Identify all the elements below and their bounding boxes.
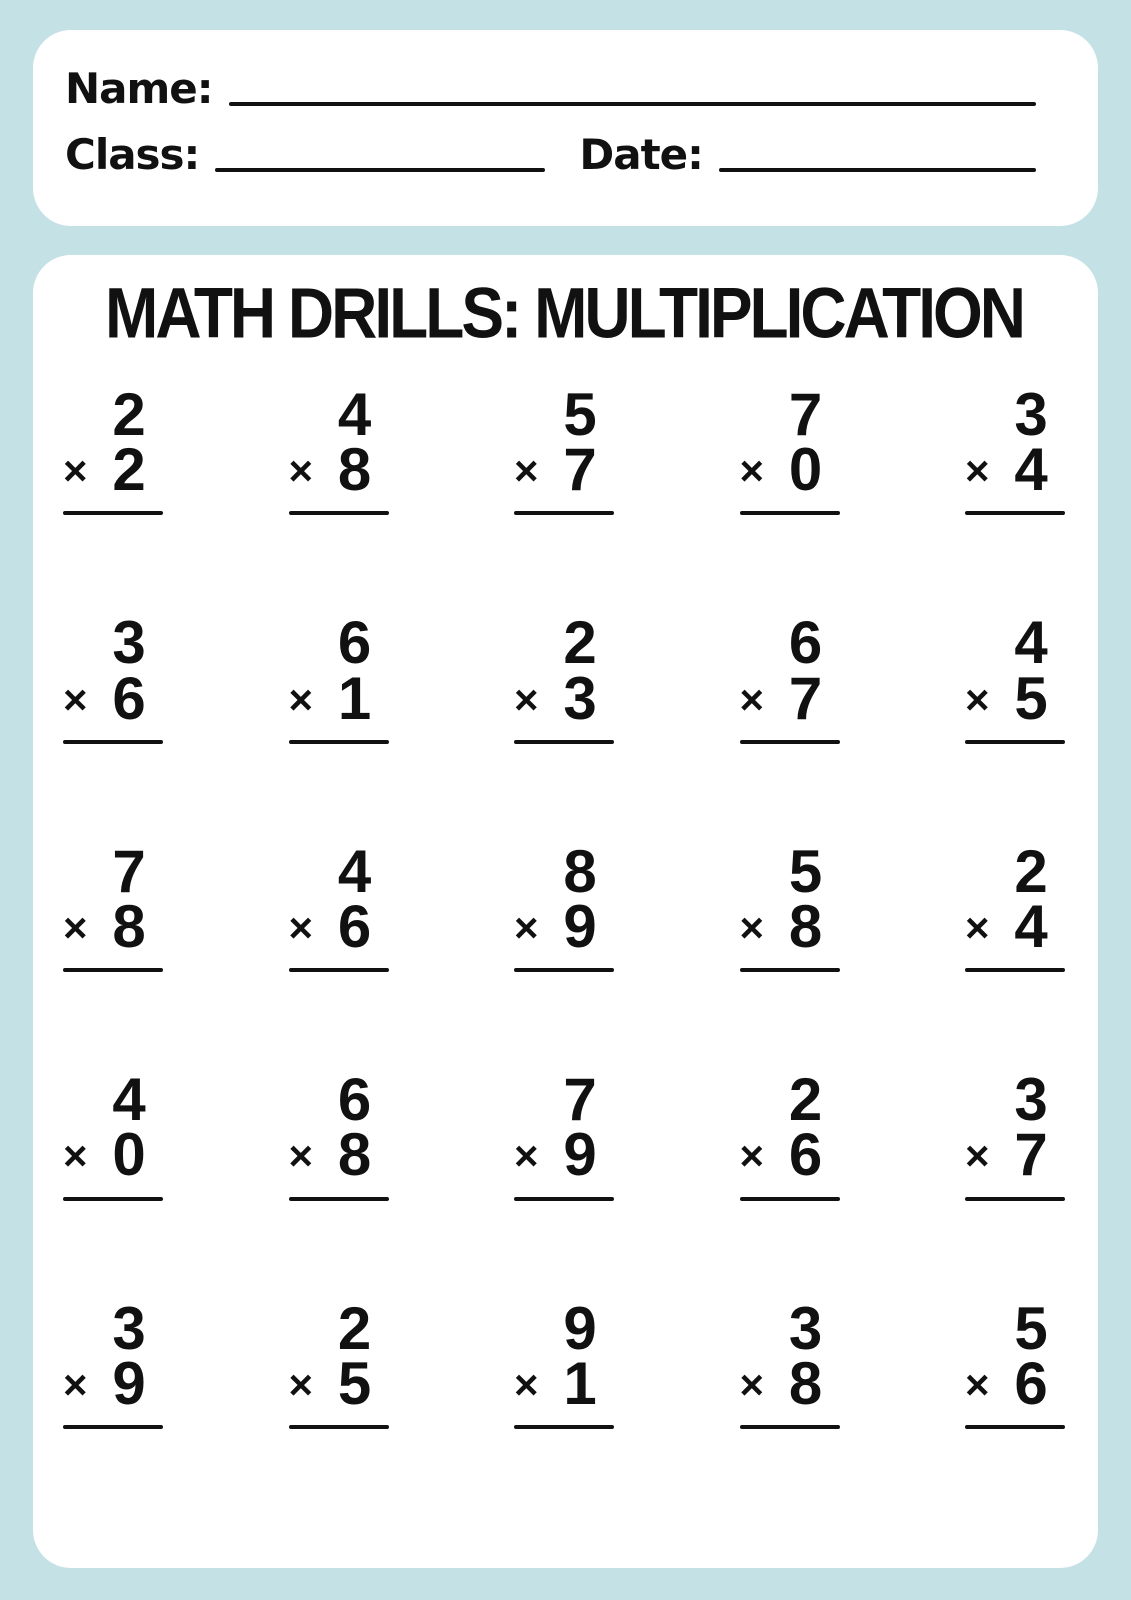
- class-label: Class:: [65, 130, 200, 179]
- top-operand-row: [965, 609, 1065, 677]
- multiplication-problem: [965, 837, 1065, 972]
- answer-line: [63, 740, 163, 744]
- multiply-icon: ×: [965, 1132, 990, 1180]
- bottom-operand: 8: [788, 892, 823, 960]
- bottom-operand: 5: [337, 1349, 372, 1417]
- date-label: Date:: [579, 130, 703, 179]
- top-operand: 5: [1014, 1294, 1048, 1362]
- bottom-operand-row: [739, 1121, 840, 1189]
- bottom-operand-row: [739, 892, 840, 960]
- top-operand-row: [965, 381, 1065, 448]
- top-operand-row: [740, 609, 840, 677]
- multiply-icon: ×: [288, 1360, 314, 1408]
- bottom-operand-row: [63, 664, 163, 732]
- answer-line: [63, 511, 163, 515]
- multiply-icon: ×: [739, 447, 765, 495]
- problems-grid: [63, 381, 1065, 1429]
- multiplication-problem: [288, 837, 389, 972]
- bottom-operand: 3: [563, 664, 597, 732]
- answer-line: [740, 511, 840, 515]
- answer-line: [740, 1197, 840, 1201]
- multiplication-problem: [965, 381, 1065, 515]
- multiplication-problem: [63, 1294, 163, 1429]
- top-operand-row: [289, 381, 389, 448]
- answer-line: [740, 968, 840, 972]
- top-operand: 3: [112, 1294, 146, 1362]
- multiplication-problem: [63, 1066, 163, 1200]
- class-blank-line: [215, 168, 545, 172]
- multiplication-problem: [288, 1294, 389, 1429]
- answer-line: [740, 740, 840, 744]
- bottom-operand-row: [514, 1121, 614, 1189]
- top-operand: 7: [563, 1066, 597, 1134]
- bottom-operand-row: [288, 664, 389, 732]
- bottom-operand-row: [514, 664, 614, 732]
- answer-line: [63, 1197, 163, 1201]
- multiply-icon: ×: [965, 903, 990, 951]
- bottom-operand: 8: [788, 1349, 823, 1417]
- bottom-operand-row: [739, 436, 840, 504]
- multiply-icon: ×: [965, 675, 990, 723]
- bottom-operand-row: [514, 1349, 614, 1417]
- top-operand-row: [63, 381, 163, 448]
- bottom-operand: 5: [1014, 664, 1048, 732]
- bottom-operand: 0: [112, 1121, 146, 1189]
- multiply-icon: ×: [288, 1132, 314, 1180]
- multiply-icon: ×: [514, 447, 539, 495]
- multiply-icon: ×: [288, 447, 314, 495]
- top-operand: 6: [337, 609, 372, 677]
- bottom-operand-row: [288, 892, 389, 960]
- multiplication-problem: [288, 1066, 389, 1200]
- multiplication-problem: [63, 837, 163, 972]
- multiply-icon: ×: [965, 1360, 990, 1408]
- bottom-operand-row: [63, 1349, 163, 1417]
- multiplication-problem: [288, 609, 389, 743]
- top-operand-row: [740, 1294, 840, 1362]
- multiply-icon: ×: [514, 1360, 539, 1408]
- top-operand: 7: [112, 837, 146, 905]
- answer-line: [965, 968, 1065, 972]
- bottom-operand-row: [514, 892, 614, 960]
- answer-line: [289, 968, 389, 972]
- answer-line: [514, 968, 614, 972]
- multiply-icon: ×: [739, 1360, 765, 1408]
- top-operand: 6: [337, 1066, 372, 1134]
- bottom-operand: 4: [1014, 436, 1048, 504]
- multiplication-problem: [739, 837, 840, 972]
- bottom-operand: 7: [563, 436, 597, 504]
- multiplication-problem: [63, 609, 163, 743]
- bottom-operand: 6: [112, 664, 146, 732]
- multiply-icon: ×: [63, 903, 88, 951]
- multiply-icon: ×: [514, 675, 539, 723]
- bottom-operand-row: [514, 436, 614, 504]
- top-operand-row: [740, 381, 840, 448]
- bottom-operand: 8: [112, 892, 146, 960]
- multiply-icon: ×: [739, 1132, 765, 1180]
- top-operand: 2: [563, 609, 597, 677]
- top-operand-row: [63, 609, 163, 677]
- worksheet-card: [33, 255, 1098, 1568]
- bottom-operand: 0: [788, 436, 823, 504]
- top-operand-row: [740, 1066, 840, 1134]
- top-operand-row: [514, 837, 614, 905]
- page-title: MATH DRILLS: MULTIPLICATION: [105, 272, 1023, 354]
- multiply-icon: ×: [288, 903, 314, 951]
- top-operand-row: [289, 609, 389, 677]
- answer-line: [289, 1425, 389, 1429]
- multiply-icon: ×: [63, 1360, 88, 1408]
- multiplication-problem: [739, 1066, 840, 1200]
- multiply-icon: ×: [63, 1132, 88, 1180]
- answer-line: [514, 511, 614, 515]
- bottom-operand: 6: [1014, 1349, 1048, 1417]
- top-operand-row: [289, 1066, 389, 1134]
- bottom-operand: 6: [337, 892, 372, 960]
- multiplication-problem: [514, 381, 614, 515]
- date-blank-line: [719, 168, 1036, 172]
- answer-line: [965, 1197, 1065, 1201]
- top-operand-row: [965, 1066, 1065, 1134]
- multiply-icon: ×: [739, 903, 765, 951]
- multiply-icon: ×: [63, 447, 88, 495]
- bottom-operand-row: [63, 436, 163, 504]
- top-operand: 9: [563, 1294, 597, 1362]
- multiplication-problem: [63, 381, 163, 515]
- top-operand-row: [514, 381, 614, 448]
- bottom-operand: 8: [337, 436, 372, 504]
- bottom-operand: 1: [337, 664, 372, 732]
- top-operand: 2: [337, 1294, 372, 1362]
- multiply-icon: ×: [63, 675, 88, 723]
- multiplication-problem: [514, 837, 614, 972]
- bottom-operand: 6: [788, 1121, 823, 1189]
- answer-line: [289, 740, 389, 744]
- top-operand: 3: [1014, 1066, 1048, 1134]
- top-operand-row: [63, 837, 163, 905]
- answer-line: [514, 1197, 614, 1201]
- top-operand-row: [965, 1294, 1065, 1362]
- top-operand: 3: [1014, 381, 1048, 448]
- student-info-card: [33, 30, 1098, 226]
- multiply-icon: ×: [739, 675, 765, 723]
- multiply-icon: ×: [288, 675, 314, 723]
- bottom-operand: 9: [563, 1121, 597, 1189]
- bottom-operand-row: [63, 892, 163, 960]
- top-operand: 4: [1014, 609, 1048, 677]
- name-blank-line: [229, 102, 1036, 106]
- multiplication-problem: [288, 381, 389, 515]
- answer-line: [965, 740, 1065, 744]
- answer-line: [63, 1425, 163, 1429]
- multiplication-problem: [739, 609, 840, 743]
- multiplication-problem: [514, 1294, 614, 1429]
- bottom-operand: 4: [1014, 892, 1048, 960]
- top-operand: 6: [788, 609, 823, 677]
- bottom-operand-row: [965, 1121, 1065, 1189]
- bottom-operand-row: [288, 436, 389, 504]
- bottom-operand: 9: [112, 1349, 146, 1417]
- top-operand: 5: [563, 381, 597, 448]
- bottom-operand: 9: [563, 892, 597, 960]
- bottom-operand-row: [965, 892, 1065, 960]
- multiplication-problem: [739, 1294, 840, 1429]
- top-operand: 3: [788, 1294, 823, 1362]
- bottom-operand: 2: [112, 436, 146, 504]
- name-field-row: [65, 64, 1036, 113]
- top-operand: 4: [112, 1066, 146, 1134]
- top-operand-row: [289, 1294, 389, 1362]
- bottom-operand-row: [739, 1349, 840, 1417]
- top-operand-row: [965, 837, 1065, 905]
- bottom-operand-row: [288, 1349, 389, 1417]
- top-operand-row: [514, 609, 614, 677]
- bottom-operand: 7: [788, 664, 823, 732]
- answer-line: [740, 1425, 840, 1429]
- top-operand-row: [740, 837, 840, 905]
- top-operand: 2: [788, 1066, 823, 1134]
- answer-line: [514, 1425, 614, 1429]
- multiplication-problem: [514, 609, 614, 743]
- bottom-operand-row: [965, 436, 1065, 504]
- top-operand: 7: [788, 381, 823, 448]
- bottom-operand-row: [739, 664, 840, 732]
- class-date-field-row: [65, 130, 1036, 179]
- multiply-icon: ×: [965, 447, 990, 495]
- multiplication-problem: [965, 609, 1065, 743]
- bottom-operand-row: [63, 1121, 163, 1189]
- top-operand: 3: [112, 609, 146, 677]
- bottom-operand: 8: [337, 1121, 372, 1189]
- top-operand: 8: [563, 837, 597, 905]
- multiply-icon: ×: [514, 903, 539, 951]
- bottom-operand: 7: [1014, 1121, 1048, 1189]
- top-operand-row: [63, 1294, 163, 1362]
- top-operand: 5: [788, 837, 823, 905]
- answer-line: [514, 740, 614, 744]
- top-operand: 2: [112, 381, 146, 448]
- name-label: Name:: [65, 64, 213, 113]
- top-operand: 4: [337, 837, 372, 905]
- answer-line: [965, 511, 1065, 515]
- multiplication-problem: [739, 381, 840, 515]
- top-operand-row: [514, 1066, 614, 1134]
- top-operand-row: [289, 837, 389, 905]
- multiplication-problem: [514, 1066, 614, 1200]
- answer-line: [289, 1197, 389, 1201]
- answer-line: [63, 968, 163, 972]
- answer-line: [965, 1425, 1065, 1429]
- bottom-operand: 1: [563, 1349, 597, 1417]
- bottom-operand-row: [288, 1121, 389, 1189]
- multiply-icon: ×: [514, 1132, 539, 1180]
- multiplication-problem: [965, 1294, 1065, 1429]
- bottom-operand-row: [965, 1349, 1065, 1417]
- top-operand: 4: [337, 381, 372, 448]
- top-operand-row: [514, 1294, 614, 1362]
- multiplication-problem: [965, 1066, 1065, 1200]
- answer-line: [289, 511, 389, 515]
- top-operand-row: [63, 1066, 163, 1134]
- bottom-operand-row: [965, 664, 1065, 732]
- top-operand: 2: [1014, 837, 1048, 905]
